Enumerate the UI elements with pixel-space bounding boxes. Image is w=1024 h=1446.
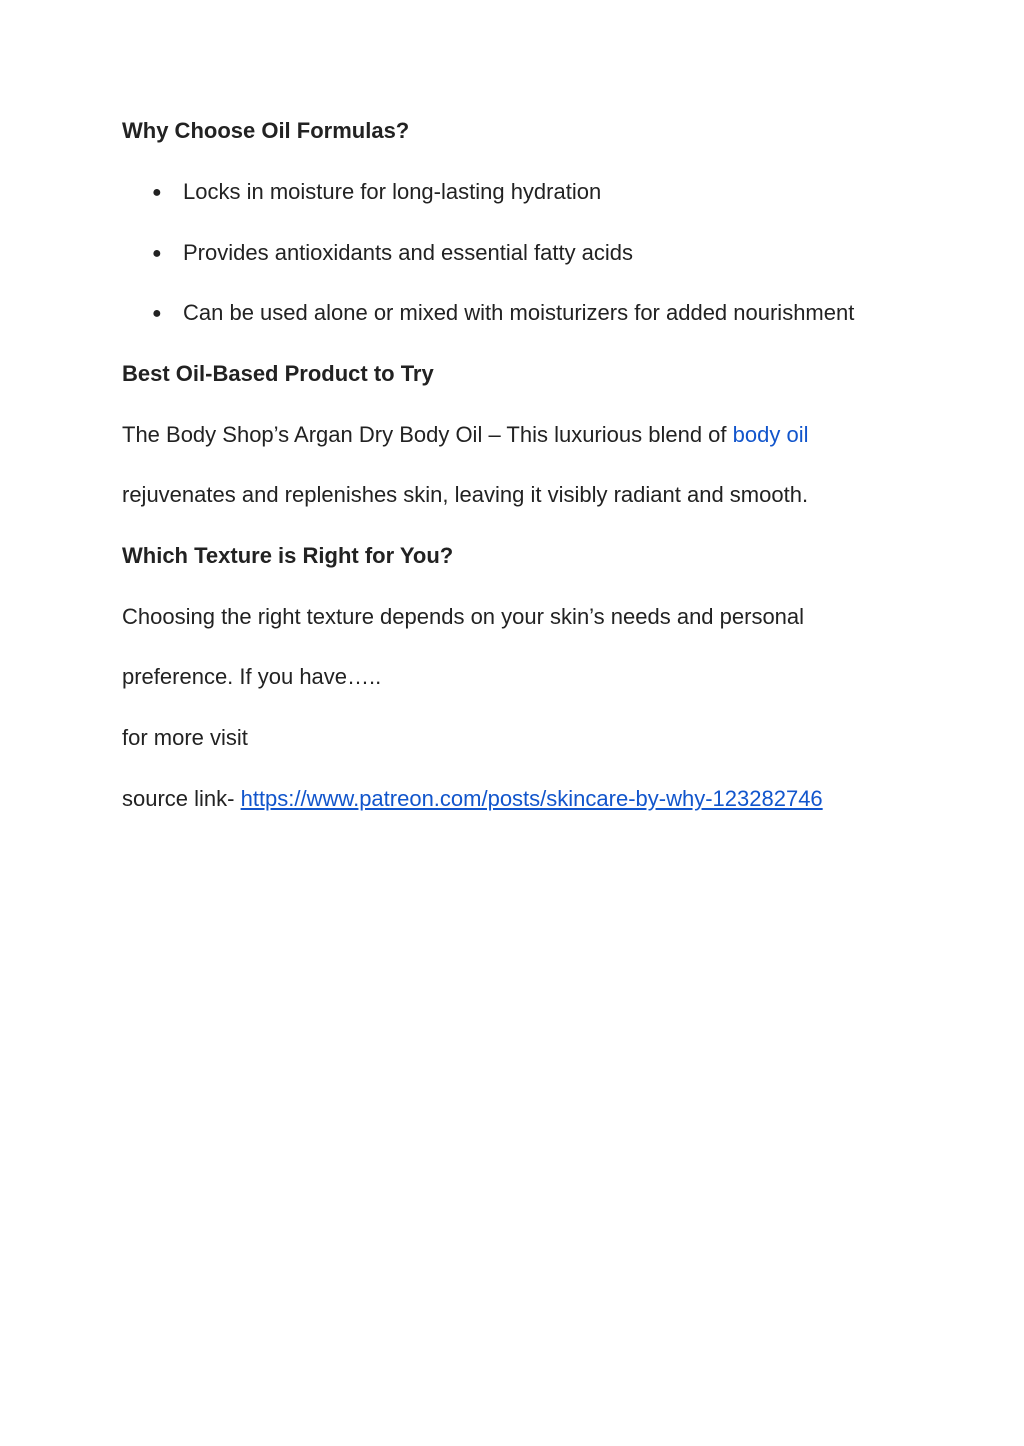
texture-paragraph-line-2: preference. If you have….. bbox=[122, 664, 382, 689]
source-link-line bbox=[122, 784, 823, 814]
bullet-text: Provides antioxidants and essential fatty acids bbox=[183, 240, 634, 265]
product-paragraph-line-2: rejuvenates and replenishes skin, leaving it visibly radiant and smooth. bbox=[122, 482, 809, 507]
list-item bbox=[152, 177, 601, 208]
visit-text: for more visit bbox=[122, 725, 248, 750]
heading-which-texture: Which Texture is Right for You? bbox=[122, 543, 454, 568]
bullet-text: Can be used alone or mixed with moisturizers for added nourishment bbox=[183, 300, 855, 325]
bullet-icon: ● bbox=[152, 184, 162, 201]
source-label: source link- bbox=[122, 786, 241, 811]
body-oil-link[interactable]: body oil bbox=[732, 422, 809, 447]
list-item bbox=[152, 238, 633, 269]
product-text: The Body Shop’s Argan Dry Body Oil – This luxurious blend of bbox=[122, 422, 733, 447]
heading-best-oil-product: Best Oil-Based Product to Try bbox=[122, 361, 434, 386]
bullet-icon: ● bbox=[152, 245, 162, 262]
bullet-text: Locks in moisture for long-lasting hydration bbox=[183, 179, 602, 204]
heading-why-choose-oil: Why Choose Oil Formulas? bbox=[122, 118, 410, 143]
texture-paragraph-line-1: Choosing the right texture depends on your skin’s needs and personal bbox=[122, 604, 805, 629]
product-paragraph-line-1 bbox=[122, 420, 808, 450]
bullet-icon: ● bbox=[152, 305, 162, 322]
source-url-link[interactable]: https://www.patreon.com/posts/skincare-by-why-123282746 bbox=[240, 786, 823, 811]
list-item bbox=[152, 298, 854, 329]
